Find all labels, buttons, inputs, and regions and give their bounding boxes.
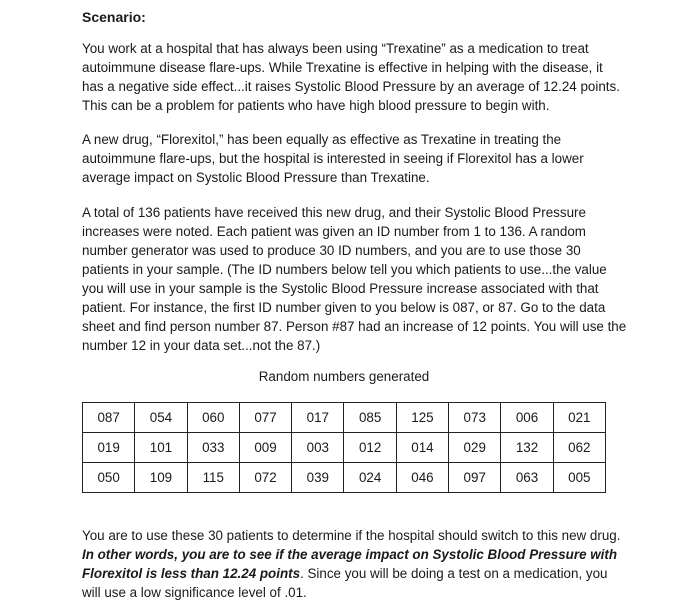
table-cell: 073 (449, 403, 501, 433)
table-cell: 050 (83, 463, 135, 493)
paragraph-trexatine-background: You work at a hospital that has always been using “Trexatine” as a medication to treat autoimmune disease flare-ups. While Trexatine is effective in helping with the disease, it has a negative side effect...it raises Systolic Blood Pressure by an average of 12.24 points. This can be a problem for patients who have high blood pressure to begin with. (82, 41, 620, 113)
table-cell: 033 (187, 433, 239, 463)
table-cell: 115 (187, 463, 239, 493)
table-cell: 005 (553, 463, 605, 493)
table-cell: 006 (501, 403, 553, 433)
table-cell: 003 (292, 433, 344, 463)
table-cell: 109 (135, 463, 187, 493)
table-cell: 046 (396, 463, 448, 493)
task-emphasis-text: In other words, you are to see if the average impact on Systolic Blood Pressure with Florexitol is less than 12.24 points (82, 547, 618, 581)
table-cell: 062 (553, 433, 605, 463)
table-caption: Random numbers generated (258, 369, 430, 384)
table-cell: 019 (83, 433, 135, 463)
table-cell: 060 (187, 403, 239, 433)
table-row (83, 463, 606, 493)
table-cell: 087 (83, 403, 135, 433)
scenario-heading: Scenario: (82, 9, 146, 25)
task-significance-text: . Since you will be doing a test on a medication, you will use a low significance level of .01. (82, 566, 608, 600)
table-cell: 021 (553, 403, 605, 433)
table-cell: 024 (344, 463, 396, 493)
table-cell: 009 (239, 433, 291, 463)
task-intro-text: You are to use these 30 patients to determine if the hospital should switch to this new drug. (82, 528, 621, 543)
table-row (83, 433, 606, 463)
table-cell: 077 (239, 403, 291, 433)
paragraph-florexitol-intro: A new drug, “Florexitol,” has been equally as effective as Trexatine in treating the autoimmune flare-ups, but the hospital is interested in seeing if Florexitol has a lower average impact on Systolic Blood Pressure than Trexatine. (82, 132, 584, 185)
table-cell: 012 (344, 433, 396, 463)
table-cell: 054 (135, 403, 187, 433)
table-cell: 072 (239, 463, 291, 493)
table-cell: 085 (344, 403, 396, 433)
table-cell: 014 (396, 433, 448, 463)
paragraph-task-statement (82, 526, 627, 602)
paragraph-sampling-instructions: A total of 136 patients have received this new drug, and their Systolic Blood Pressure increases were noted. Each patient was given an ID number from 1 to 136. A random number generator was used to produce 30 ID numbers, and you are to use those 30 patients in your sample. (The ID numbers below tell you which patients to use...the value you will use in your sample is the Systolic Blood Pressure increase associated with that patient. For instance, the first ID number given to you below is 087, or 87. Go to the data sheet and find person number 87. Person #87 had an increase of 12 points. You will use the number 12 in your data set...not the 87.) (82, 205, 627, 353)
table-cell: 029 (449, 433, 501, 463)
random-numbers-table (82, 402, 606, 493)
table-cell: 125 (396, 403, 448, 433)
table-cell: 017 (292, 403, 344, 433)
table-cell: 063 (501, 463, 553, 493)
table-cell: 132 (501, 433, 553, 463)
table-cell: 039 (292, 463, 344, 493)
table-row (83, 403, 606, 433)
table-cell: 101 (135, 433, 187, 463)
table-cell: 097 (449, 463, 501, 493)
